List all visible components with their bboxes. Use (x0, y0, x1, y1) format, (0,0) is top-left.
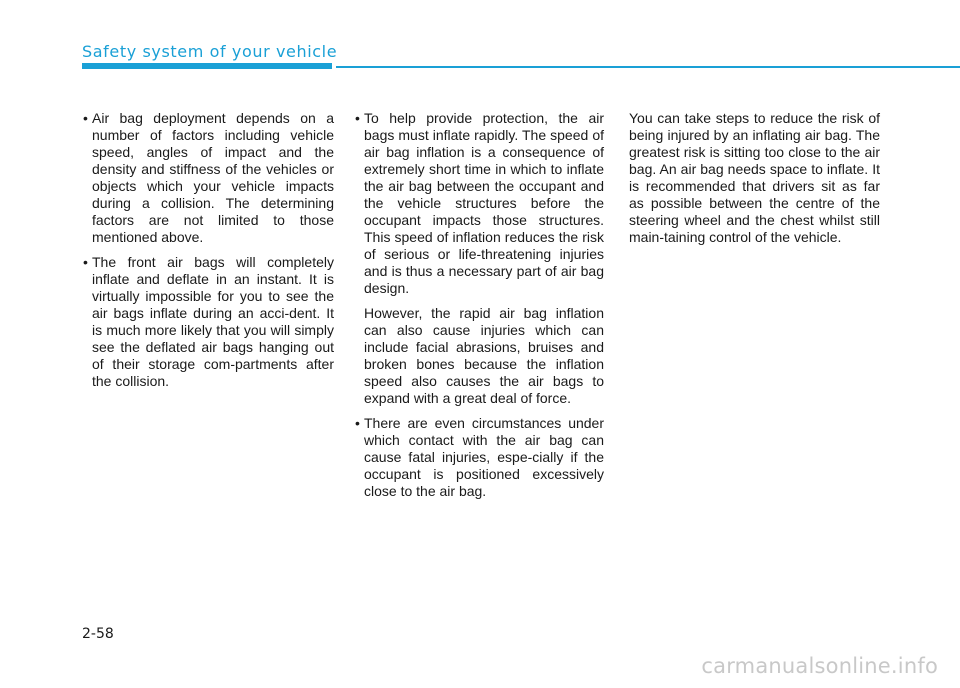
bullet-paragraph: • To help provide protection, the air bags must inflate rapidly. The speed of air bag inflation is a consequence of extremely short time in which to inflate the air bag between the occupant and the vehicle structures before the occupant impacts those structures. This speed of inflation reduces the risk of serious or life-threatening injuries and is thus a necessary part of air bag design. (354, 110, 604, 297)
section-title: Safety system of your vehicle (82, 42, 338, 61)
body-paragraph: You can take steps to reduce the risk of being injured by an inflating air bag. The greatest risk is sitting too close to the air bag. An air bag needs space to inflate. It is recommended that drivers sit as far as possible between the centre of the steering wheel and the chest whilst still main-taining control of the vehicle. (629, 110, 880, 245)
bullet-paragraph: • There are even circumstances under which contact with the air bag can cause fatal injuries, espe-cially if the occupant is positioned excessively close to the air bag. (354, 415, 604, 500)
watermark: carmanualsonline.info (701, 654, 938, 678)
header-rule-thin (336, 66, 960, 68)
bullet-paragraph: • Air bag deployment depends on a number of factors including vehicle speed, angles of impact and the density and stiffness of the vehicles or objects which your vehicle impacts during a collision. The determining factors are not limited to those mentioned above. (82, 110, 334, 246)
indented-paragraph: However, the rapid air bag inflation can also cause injuries which can include facial abrasions, bruises and broken bones because the inflation speed also causes the air bags to expand with a great deal of force. (364, 305, 604, 406)
text-column-3 (629, 110, 880, 254)
bullet-paragraph: • The front air bags will completely inflate and deflate in an instant. It is virtually impossible for you to see the air bags inflate during an acci-dent. It is much more likely that you will simply see the deflated air bags hanging out of their storage com-partments after the collision. (82, 254, 334, 390)
text-column-2 (354, 110, 604, 508)
page-number: 2-58 (82, 626, 114, 642)
text-column-1 (82, 110, 334, 398)
header-rule-thick (82, 63, 332, 69)
